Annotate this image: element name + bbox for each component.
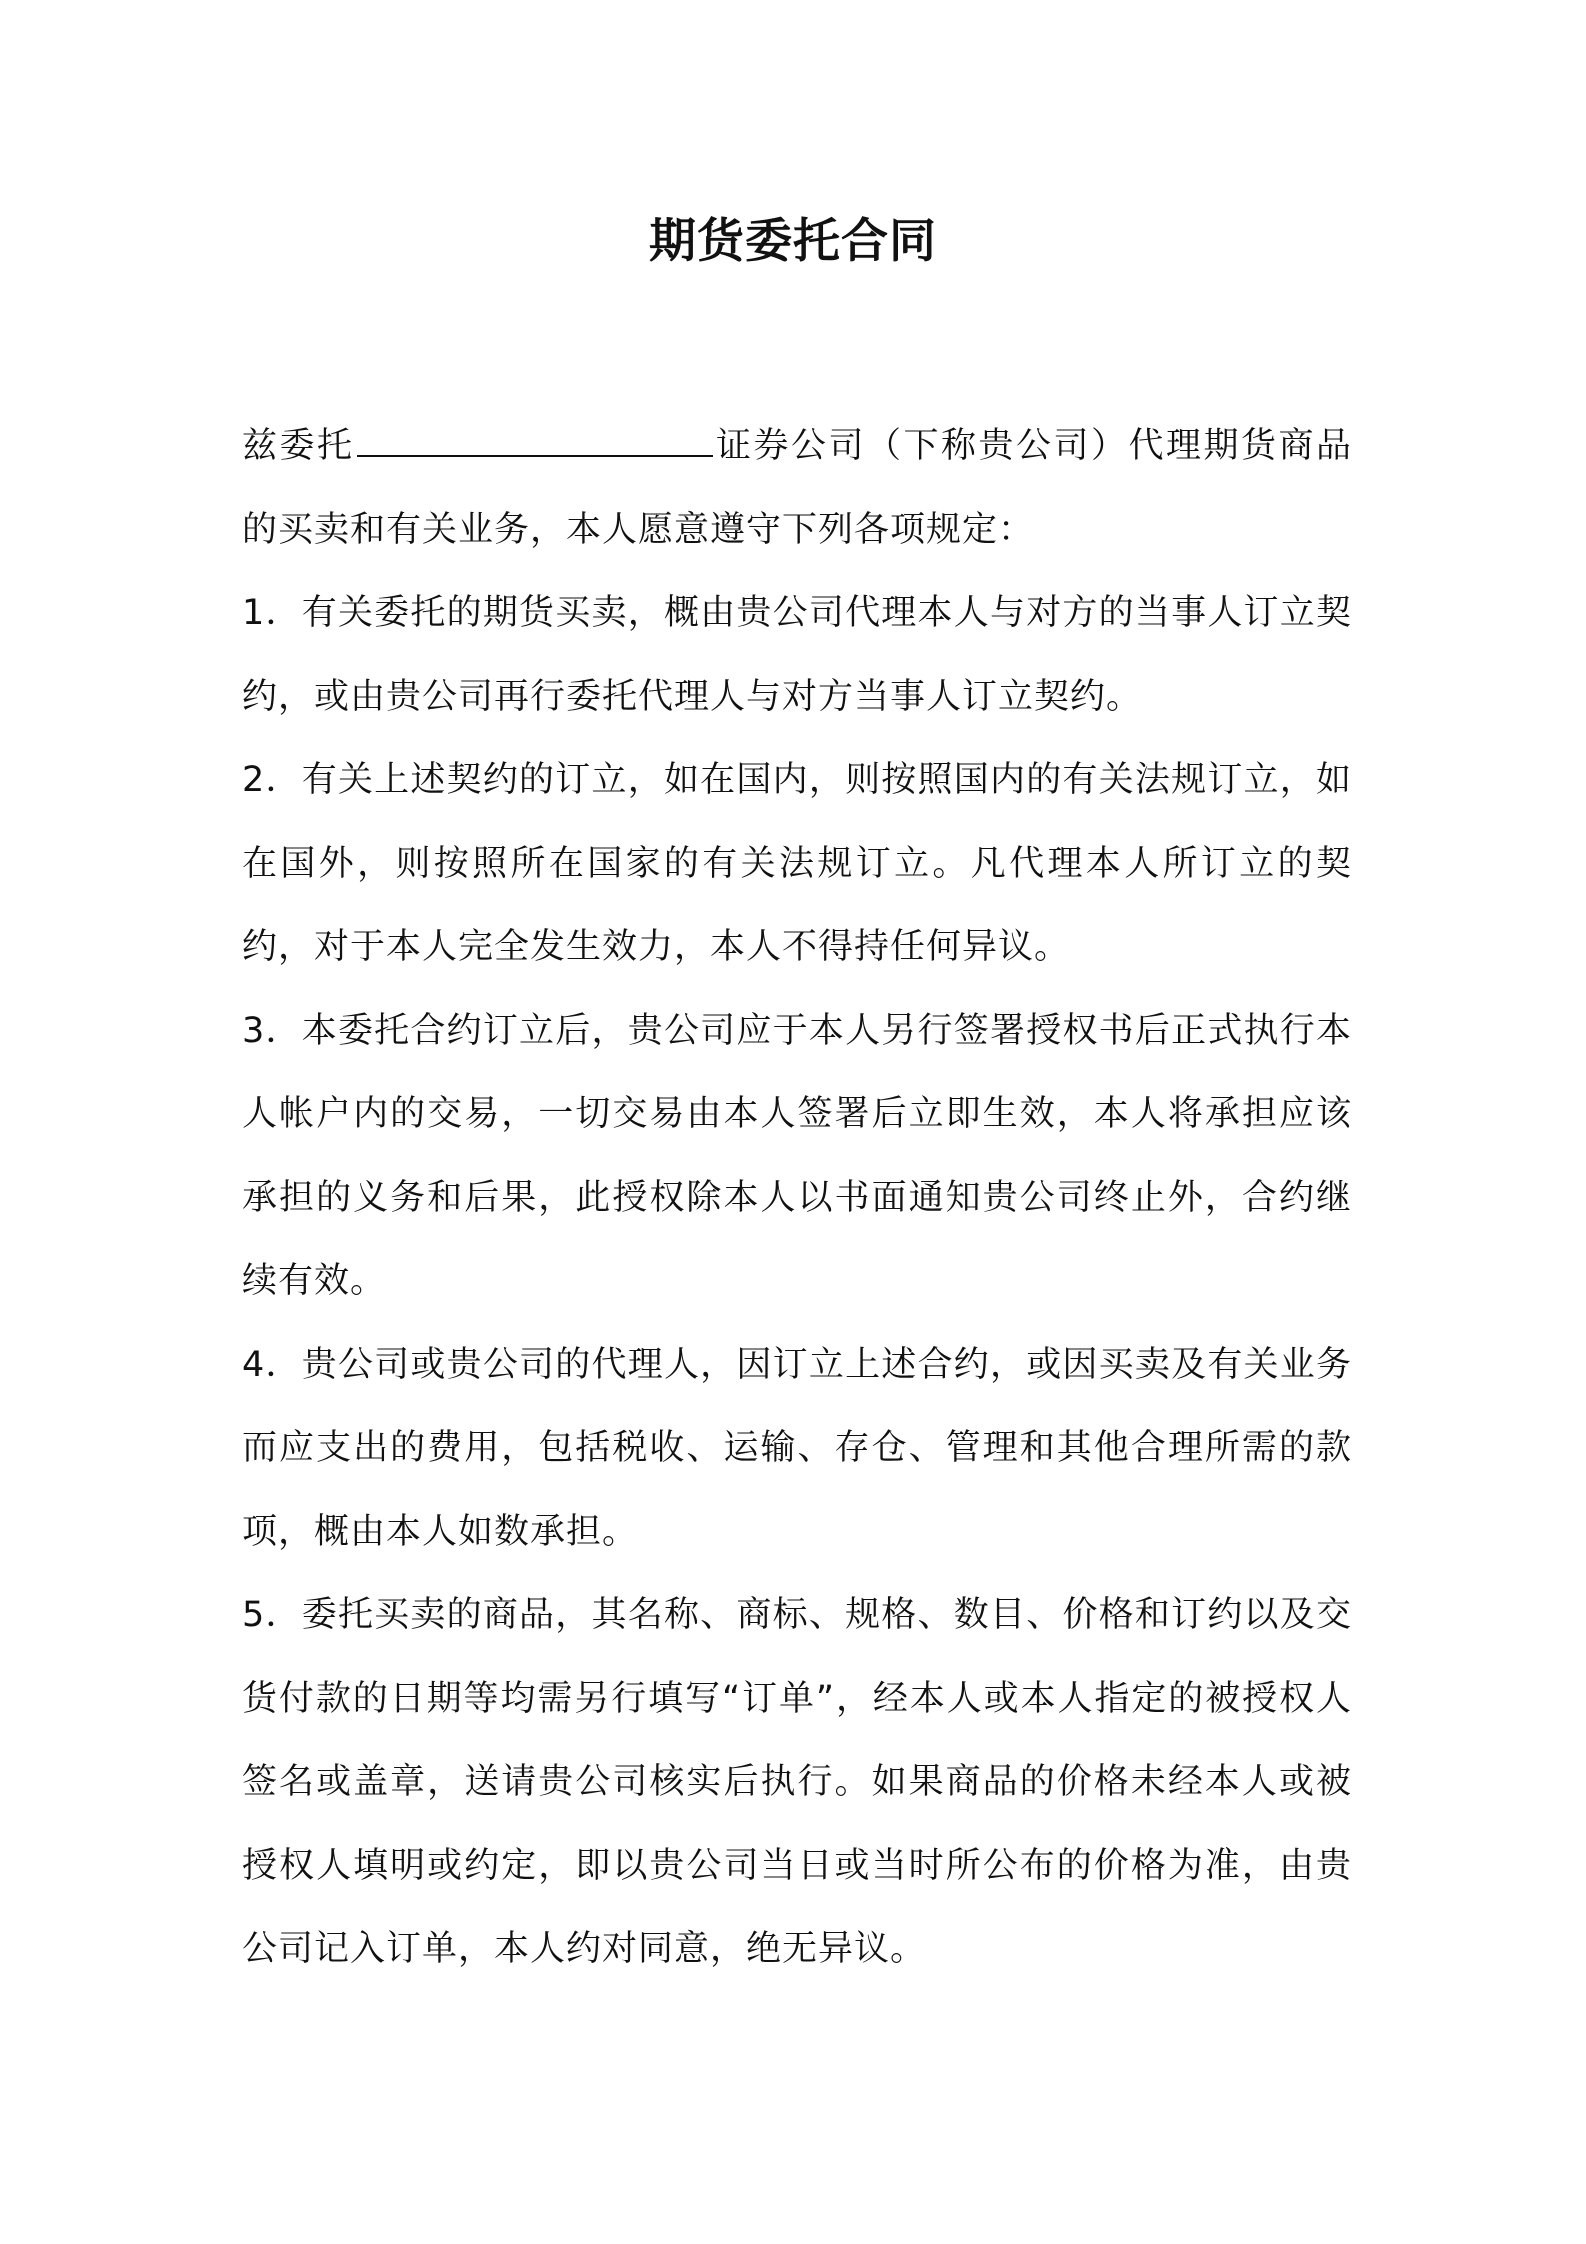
document-body [242,405,1352,1992]
intro-paragraph [242,405,1352,572]
intro-prefix: 兹委托 [242,426,355,466]
clause-3: 3．本委托合约订立后，贵公司应于本人另行签署授权书后正式执行本人帐户内的交易，一切交易由本人签署后立即生效，本人将承担应该承担的义务和后果，此授权除本人以书面通知贵公司终止外，合约继续有效。 [242,1010,1352,1301]
document-title: 期货委托合同 [649,214,937,269]
intro-suffix: 证券公司（下称贵公司）代理期货商品的买卖和有关业务，本人愿意遵守下列各项规定： [242,426,1352,550]
clause-2: 2．有关上述契约的订立，如在国内，则按照国内的有关法规订立，如在国外，则按照所在国家的有关法规订立。凡代理本人所订立的契约，对于本人完全发生效力，本人不得持任何异议。 [242,760,1352,967]
clause-1: 1．有关委托的期货买卖，概由贵公司代理本人与对方的当事人订立契约，或由贵公司再行委托代理人与对方当事人订立契约。 [242,593,1352,717]
company-name-blank [357,423,713,457]
clause-5: 5．委托买卖的商品，其名称、商标、规格、数目、价格和订约以及交货付款的日期等均需另行填写“订单”，经本人或本人指定的被授权人签名或盖章，送请贵公司核实后执行。如果商品的价格未经本人或被授权人填明或约定，即以贵公司当日或当时所公布的价格为准，由贵公司记入订单，本人约对同意，绝无异议。 [242,1595,1352,1969]
clause-4: 4．贵公司或贵公司的代理人，因订立上述合约，或因买卖及有关业务而应支出的费用，包括税收、运输、存仓、管理和其他合理所需的款项，概由本人如数承担。 [242,1344,1352,1552]
